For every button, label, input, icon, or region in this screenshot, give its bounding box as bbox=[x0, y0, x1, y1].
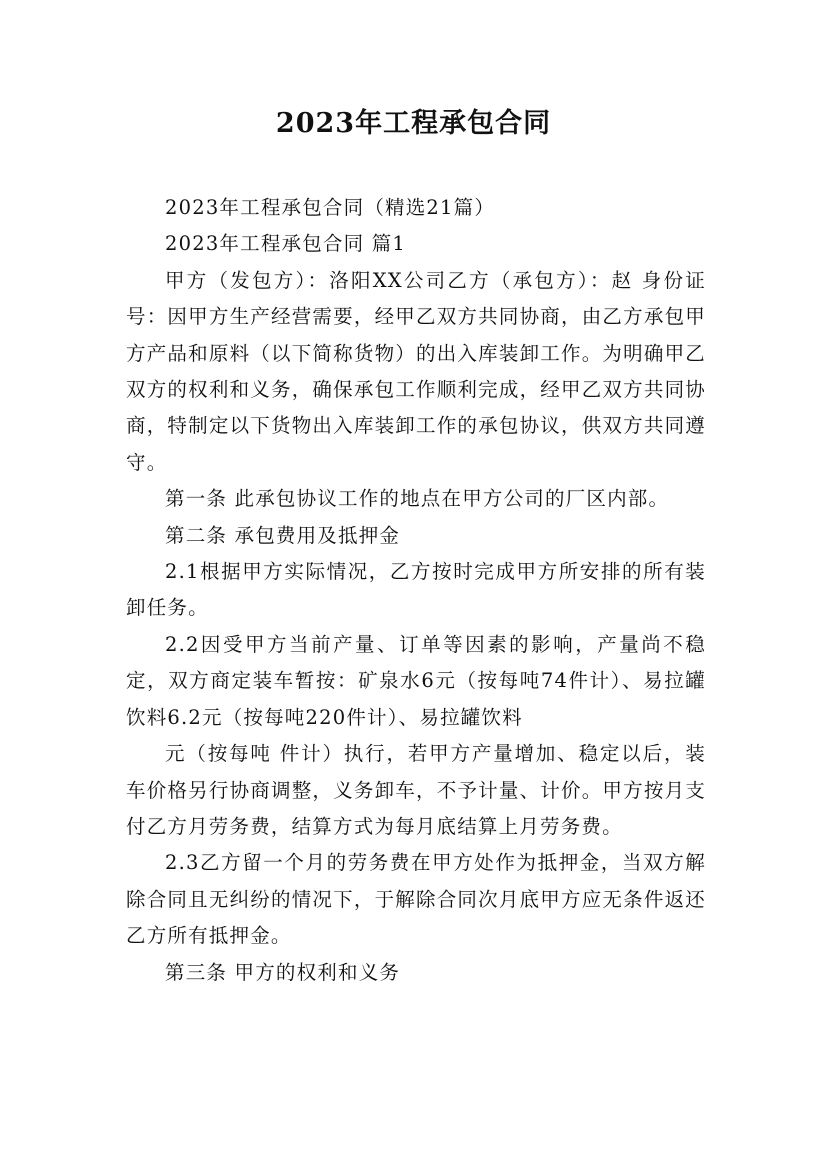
paragraph-section-heading: 2023年工程承包合同 篇1 bbox=[165, 232, 407, 256]
paragraph-article-1: 第一条 此承包协议工作的地点在甲方公司的厂区内部。 bbox=[165, 487, 670, 511]
paragraph-article-3-heading: 第三条 甲方的权利和义务 bbox=[165, 960, 401, 984]
paragraph-clause-2-2: 2.2因受甲方当前产量、订单等因素的影响，产量尚不稳定，双方商定装车暂按：矿泉水6元（按每吨74件计）、易拉罐饮料6.2元（按每吨220件计）、易拉罐饮料 bbox=[126, 632, 706, 729]
paragraph-clause-2-1: 2.1根据甲方实际情况，乙方按时完成甲方所安排的所有装卸任务。 bbox=[126, 560, 706, 620]
paragraph-clause-2-2-continued: 元（按每吨 件计）执行，若甲方产量增加、稳定以后，装车价格另行协商调整，义务卸车，不予计量、计价。甲方按月支付乙方月劳务费，结算方式为每月底结算上月劳务费。 bbox=[126, 742, 706, 838]
document-body bbox=[126, 190, 706, 991]
document-title: 2023年工程承包合同 bbox=[275, 108, 552, 139]
paragraph-subtitle: 2023年工程承包合同（精选21篇） bbox=[165, 196, 496, 219]
paragraph-clause-2-3: 2.3乙方留一个月的劳务费在甲方处作为抵押金，当双方解除合同且无纠纷的情况下，于解除合同次月底甲方应无条件返还乙方所有抵押金。 bbox=[126, 851, 706, 948]
paragraph-parties: 甲方（发包方）：洛阳XX公司乙方（承包方）：赵 身份证号：因甲方生产经营需要，经甲乙双方共同协商，由乙方承包甲方产品和原料（以下简称货物）的出入库装卸工作。为明确甲乙双方的权利和义务，确保承包工作顺利完成，经甲乙双方共同协商，特制定以下货物出入库装卸工作的承包协议，供双方共同遵守。 bbox=[126, 268, 706, 474]
paragraph-article-2-heading: 第二条 承包费用及抵押金 bbox=[165, 523, 401, 547]
